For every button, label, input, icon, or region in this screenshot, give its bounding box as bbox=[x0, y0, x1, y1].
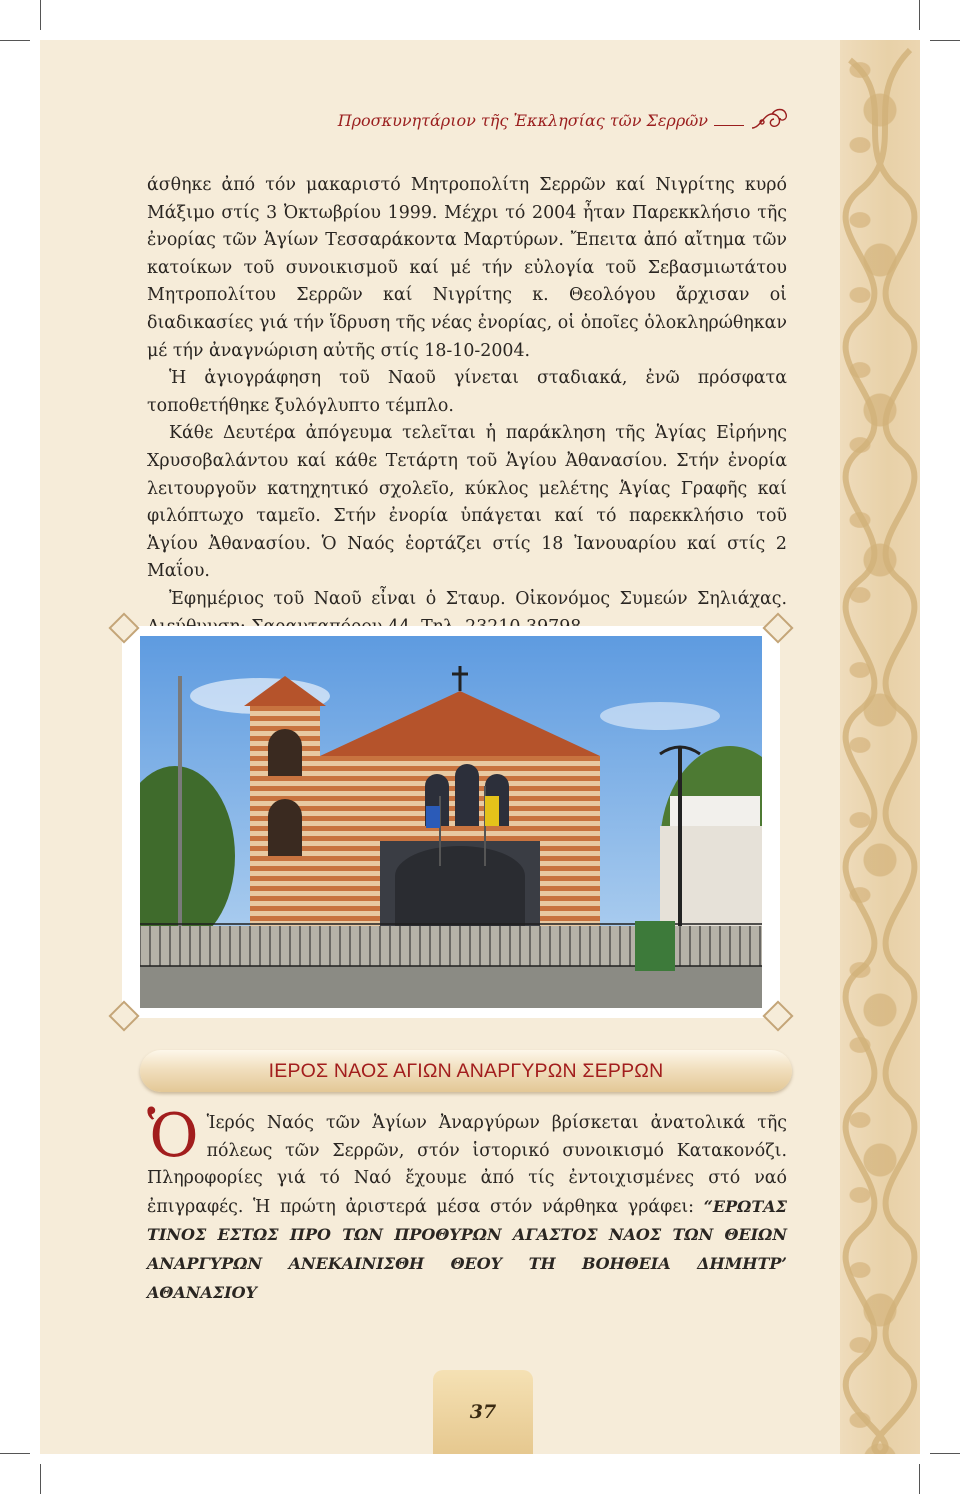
flourish-icon bbox=[750, 106, 790, 134]
church-photo-frame bbox=[122, 626, 780, 1018]
section-title-banner bbox=[140, 1050, 792, 1092]
inscription-quote: “ΕΡΩΤΑΣ ΤΙΝΟΣ ΕΣΤΩΣ ΠΡΟ ΤΩΝ ΠΡΟΘΥΡΩΝ ΑΓΑΣΤΟΣ ΝΑΟΣ ΤΩΝ ΘΕΙΩΝ ΑΝΑΡΓΥΡΩΝ ΑΝΕΚΑΙΝΙΣΘΗ ΘΕΟΥ ΤΗ ΒΟΗΘΕΙΑ ΔΗΜΗΤΡ’ ΑΘΑΝΑΣΙΟΥ bbox=[147, 1196, 787, 1302]
paragraph: Ἡ ἁγιογράφηση τοῦ Ναοῦ γίνεται σταδιακά, ἐνῶ πρόσφατα τοποθετήθηκε ξυλόγλυπτο τέμπλο. bbox=[147, 368, 787, 416]
crop-mark bbox=[40, 1464, 41, 1494]
paragraph: άσθηκε ἀπό τόν μακαριστό Μητροπολίτη Σερρῶν καί Νιγρίτης κυρό Μάξιμο στίς 3 Ὀκτωβρίου 1999. Μέχρι τό 2004 ἦταν Παρεκκλήσιο τῆς ἐνορίας τῶν Ἁγίων Τεσσαράκοντα Μαρτύρων. Ἔπειτα ἀπό αἴτημα τῶν κατοίκων τοῦ συνοικισμοῦ καί μέ τήν εὐλογία τοῦ Σεβασμιωτάτου Μητροπολίτου Σερρῶν καί Νιγρίτης κ. Θεολόγου ἄρχισαν οἱ διαδικασίες γιά τήν ἵδρυση τῆς νέας ἐνορίας, οἱ ὁποῖες ὁλοκληρώθηκαν μέ τήν ἀναγνώριση αὐτῆς στίς 18-10-2004. bbox=[147, 175, 787, 361]
crop-mark bbox=[40, 0, 41, 30]
church-illustration bbox=[140, 636, 762, 1008]
page-number-box bbox=[433, 1370, 533, 1454]
header-rule bbox=[714, 115, 744, 126]
section-text bbox=[147, 1101, 787, 1307]
decorative-border bbox=[840, 40, 920, 1454]
intro-text bbox=[147, 172, 787, 641]
section-title: ΙΕΡΟΣ ΝΑΟΣ ΑΓΙΩΝ ΑΝΑΡΓΥΡΩΝ ΣΕΡΡΩΝ bbox=[268, 1059, 664, 1082]
dropcap: Ὁ bbox=[147, 1101, 199, 1171]
book-page bbox=[40, 40, 920, 1454]
crop-mark bbox=[0, 1453, 30, 1454]
crop-mark bbox=[930, 1453, 960, 1454]
crop-mark bbox=[919, 0, 920, 30]
paragraph: Κάθε Δευτέρα ἀπόγευμα τελεῖται ἡ παράκληση τῆς Ἁγίας Εἰρήνης Χρυσοβαλάντου καί κάθε Τετάρτη τοῦ Ἁγίου Ἀθανασίου. Στήν ἐνορία λειτουργοῦν κατηχητικό σχολεῖο, κύκλος μελέτης Ἁγίας Γραφῆς καί φιλόπτωχο ταμεῖο. Στήν ἐνορία ὑπάγεται καί τό παρεκκλήσιο τοῦ Ἁγίου Ἀθανασίου. Ὁ Ναός ἑορτάζει στίς 18 Ἰανουαρίου καί στίς 2 Μαΐου. bbox=[147, 423, 787, 582]
corner-ornament-icon bbox=[108, 612, 139, 643]
corner-ornament-icon bbox=[762, 1000, 793, 1031]
ornament-pattern-icon bbox=[840, 40, 920, 1454]
page-number: 37 bbox=[469, 1401, 497, 1423]
corner-ornament-icon bbox=[108, 1000, 139, 1031]
crop-mark bbox=[0, 40, 30, 41]
crop-mark bbox=[919, 1464, 920, 1494]
paragraph: Ἐφημέριος τοῦ Ναοῦ εἶναι ὁ Σταυρ. Οἰκονόμος Συμεών Σηλιάχας. bbox=[169, 588, 787, 609]
section-paragraph: Ἱερός Ναός τῶν Ἁγίων Ἀναργύρων βρίσκεται ἀνατολικά τῆς πόλεως τῶν Σερρῶν, στόν ἱστορικό συνοικισμό Κατακονόζι. Πληροφορίες γιά τό Ναό ἔχουμε ἀπό τίς ἐντοιχισμένες στό ναό ἐπιγραφές. Ἡ πρώτη ἀριστερά μέσα στόν νάρθηκα γράφει: bbox=[147, 1113, 787, 1217]
church-photo bbox=[140, 636, 762, 1008]
running-title: Προσκυνητάριον τῆς Ἐκκλησίας τῶν Σερρῶν bbox=[337, 110, 708, 130]
crop-mark bbox=[930, 40, 960, 41]
running-header bbox=[338, 106, 790, 134]
